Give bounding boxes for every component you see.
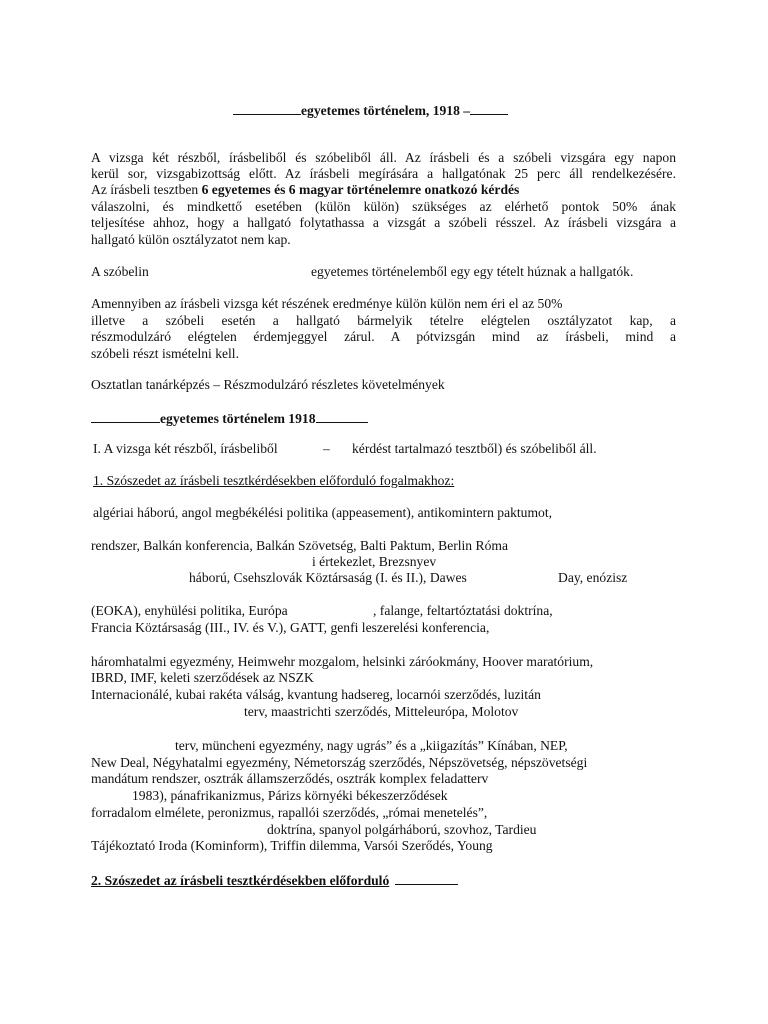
- intro-line-2: kerül sor, vizsgabizottság előtt. Az írásbeli megírására a hallgatónak 25 perc áll rendelkezésére.: [91, 166, 676, 181]
- glossary-line: Tájékoztató Iroda (Kominform), Triffin dilemma, Varsói Szerődés, Young: [91, 838, 493, 853]
- section1-a: I. A vizsga két részből, írásbeliből: [93, 441, 278, 456]
- intro-line-3: [91, 182, 519, 198]
- glossary-line: Francia Köztársaság (III., IV. és V.), GATT, genfi leszerelési konferencia,: [91, 620, 490, 635]
- section1-dash: –: [323, 441, 330, 456]
- subject-title: egyetemes történelem 1918: [160, 411, 316, 426]
- intro-line-5: teljesítése ahhoz, hogy a hallgató folytathassa a vizsgát a szóbeli résszel. Az írásbeli vizsgára a: [91, 215, 676, 230]
- glossary-line: IBRD, IMF, keleti szerződések az NSZK: [91, 670, 314, 685]
- section2-heading-row: [91, 871, 458, 889]
- requirements-heading: Osztatlan tanárképzés – Részmodulzáró részletes követelmények: [91, 377, 445, 392]
- oral-line-b: egyetemes történelemből egy egy tételt húznak a hallgatók.: [311, 264, 634, 279]
- glossary-line: i értekezlet, Brezsnyev: [312, 554, 437, 569]
- glossary-line: doktrína, spanyol polgárháború, szovhoz, Tardieu: [267, 822, 537, 837]
- subject-title-row: [91, 409, 368, 427]
- glossary-line: forradalom elmélete, peronizmus, rapallói szerződés, „római menetelés”,: [91, 805, 488, 820]
- doc-title-row: [233, 101, 508, 119]
- glossary-line: háború, Csehszlovák Köztársaság (I. és II.), Dawes: [189, 570, 467, 585]
- glossary-line: terv, müncheni egyezmény, nagy ugrás” és a „kiigazítás” Kínában, NEP,: [175, 738, 568, 753]
- title-blank-right: [470, 101, 508, 115]
- doc-title: egyetemes történelem, 1918 –: [301, 103, 471, 118]
- fail-line-3: részmodulzáró elégtelen érdemjeggyel zárul. A pótvizsgán mind az írásbeli, mind a: [91, 329, 676, 344]
- glossary-line: 1983), pánafrikanizmus, Párizs környéki békeszerződések: [132, 788, 448, 803]
- section2-blank: [395, 871, 458, 885]
- glossary-line: , falange, feltartóztatási doktrína,: [373, 603, 553, 618]
- glossary-line: terv, maastrichti szerződés, Mitteleurópa, Molotov: [244, 704, 519, 719]
- intro-line-3-text: Az írásbeli tesztben: [91, 182, 202, 197]
- fail-line-2: illetve a szóbeli esetén a hallgató bármelyik tételre elégtelen osztályzatot kap, a: [91, 313, 676, 328]
- subject-blank-left: [91, 409, 160, 423]
- fail-line-4: szóbeli részt ismételni kell.: [91, 346, 239, 361]
- glossary-line: New Deal, Négyhatalmi egyezmény, Németország szerződés, Népszövetség, népszövetségi: [91, 755, 588, 770]
- intro-line-6: hallgató külön osztályzatot nem kap.: [91, 232, 291, 247]
- oral-line-a: A szóbelin: [91, 264, 149, 279]
- glossary-heading: 1. Szószedet az írásbeli tesztkérdésekben előforduló fogalmakhoz:: [93, 473, 455, 488]
- glossary-line: mandátum rendszer, osztrák államszerződés, osztrák komplex feladatterv: [91, 771, 489, 786]
- glossary-line: rendszer, Balkán konferencia, Balkán Szövetség, Balti Paktum, Berlin Róma: [91, 538, 508, 553]
- intro-line-1: A vizsga két részből, írásbeliből és szóbeliből áll. Az írásbeli és a szóbeli vizsgára egy napon: [91, 150, 676, 165]
- glossary-line: Internacionálé, kubai rakéta válság, kvantung hadsereg, locarnói szerződés, luzitán: [91, 687, 541, 702]
- glossary-line: háromhatalmi egyezmény, Heimwehr mozgalom, helsinki záróokmány, Hoover maratórium,: [91, 654, 594, 669]
- glossary-line: Day, enózisz: [558, 570, 628, 585]
- intro-line-3-bold: 6 egyetemes és 6 magyar történelemre onatkozó kérdés: [201, 182, 520, 197]
- intro-line-4: válaszolni, és mindkettő esetében (külön külön) szükséges az elérhető pontok 50% ának: [91, 199, 676, 214]
- subject-blank-right: [316, 409, 368, 423]
- glossary-line: (EOKA), enyhülési politika, Európa: [91, 603, 288, 618]
- glossary-line: algériai háború, angol megbékélési politika (appeasement), antikomintern paktumot,: [93, 505, 553, 520]
- title-blank-left: [233, 101, 301, 115]
- section2-heading: 2. Szószedet az írásbeli tesztkérdésekben előforduló: [91, 873, 390, 888]
- section1-b: kérdést tartalmazó tesztből) és szóbeliből áll.: [352, 441, 597, 456]
- fail-line-1: Amennyiben az írásbeli vizsga két részének eredménye külön külön nem éri el az 50%: [91, 296, 563, 311]
